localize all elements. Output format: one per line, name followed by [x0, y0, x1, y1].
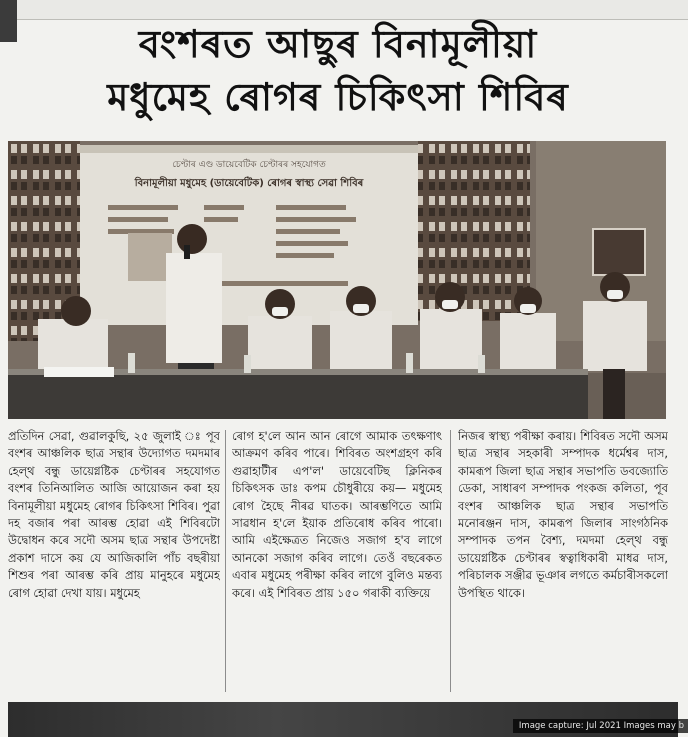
column-divider [225, 430, 226, 692]
banner-text-2: বিনামূলীয়া মধুমেহ (ডায়েবেটিক) ৰোগৰ স্বাস্থ্য সেৱা শিবিৰ [134, 178, 364, 189]
image-capture-watermark: Image capture: Jul 2021 Images may b [513, 719, 688, 733]
column-2-text: ৰোগ হ'লে আন আন ৰোগে আমাক তৎক্ষণাৎ আক্ৰমণ কৰিব পাৰে। শিবিৰত অংশগ্ৰহণ কৰি গুৱাহাটীৰ এপ'ল' ডায়েবেটিছ ক্লিনিকৰ চিকিৎসক ডাঃ কপম চৌধুৰীয়ে কয়— মধুমেহ ৰোগ হৈছে নীৰৱ ঘাতক। আৰম্ভণিতে আমি সাৱধান হ'লে ইয়াক প্ৰতিৰোধ কৰিব পাৰো। আমি এইক্ষেত্ৰত নিজেও সজাগ হ'ব লাগে আনকো সজাগ কৰিব লাগে। তেওঁ বছৰেকত এবাৰ মধুমেহ পৰীক্ষা কৰিব লাগে বুলিও মন্তব্য কৰে। এই শিবিৰত প্ৰায় ১৫০ গৰাকী ব্যক্তিয়ে [232, 429, 442, 600]
headline-line-2: মধুমেহ ৰোগৰ চিকিৎসা শিবিৰ [107, 75, 569, 119]
banner-text-1: চেণ্টাৰ এণ্ড ডায়েবেটিক চেণ্টাৰৰ সহযোগত [172, 160, 326, 170]
column-divider [450, 430, 451, 692]
column-3-text: নিজৰ স্বাস্থ্য পৰীক্ষা কৰায়। শিবিৰত সদৌ অসম ছাত্ৰ সন্থাৰ সহকাৰী সম্পাদক ধৰ্মেশ্বৰ দাস, কামৰূপ জিলা ছাত্ৰ সন্থাৰ সভাপতি ডবজ্যোতি ডেকা, সাধাৰণ সম্পাদক পংকজ কলিতা, পূব বংশৰ আঞ্চলিক ছাত্ৰ সন্থাৰ সভাপতি মনোৰঞ্জন দাস, কামৰূপ জিলাৰ সাংগঠনিক সম্পাদক তপন বৈশ্য, দমদমা হেল্‌থ বন্ধু ডায়েগ্নষ্টিক চেণ্টাৰৰ স্বত্বাধিকাৰী মাধৱ দাস, পৰিচালক সঞ্জীৱ ভূঞাৰ লগতে কৰ্মচাৰীসকলো উপস্থিত থাকে। [458, 429, 668, 600]
article-body [8, 428, 668, 696]
article-column-3 [458, 428, 668, 696]
article-column-2 [232, 428, 442, 696]
event-photo-illustration [8, 141, 666, 419]
column-1-text: প্ৰতিদিন সেৱা, গুৱালকুছি, ২৫ জুলাই ঃ পূব বংশৰ আঞ্চলিক ছাত্ৰ সন্থাৰ উদ্যোগত দমদমাৰ হেল্‌থ বন্ধু ডায়েগ্নষ্টিক চেণ্টাৰৰ সহযোগত বংশৰ তিনিআলিত আজি আয়োজন কৰা হয় বিনামূলীয়া মধুমেহ ৰোগৰ চিকিৎসা শিবিৰ। পুৱা দহ বজাৰ পৰা আৰম্ভ হোৱা এই শিবিৰটো উদ্বোধন কৰে সদৌ অসম ছাত্ৰ সন্থাৰ উপদেষ্টা প্ৰকাশ দাসে কয় যে আজিকালি পাঁচ বছৰীয়া শিশুৰ পৰা আৰম্ভ কৰি প্ৰায় মানুহৰে মধুমেহ ৰোগ হোৱা দেখা যায়। মধুমেহ [8, 429, 220, 600]
wall-picture [593, 229, 645, 275]
right-window-grille [418, 141, 530, 321]
stage-table [8, 373, 588, 419]
article-headline [18, 18, 658, 126]
headline-line-1: বংশৰত আছুৰ বিনামূলীয়া [138, 22, 538, 66]
article-column-1 [8, 428, 220, 696]
previous-article-strip [0, 0, 688, 20]
corner-marker [0, 0, 17, 42]
event-photo [8, 141, 666, 419]
adjacent-column-cropped [664, 20, 688, 420]
